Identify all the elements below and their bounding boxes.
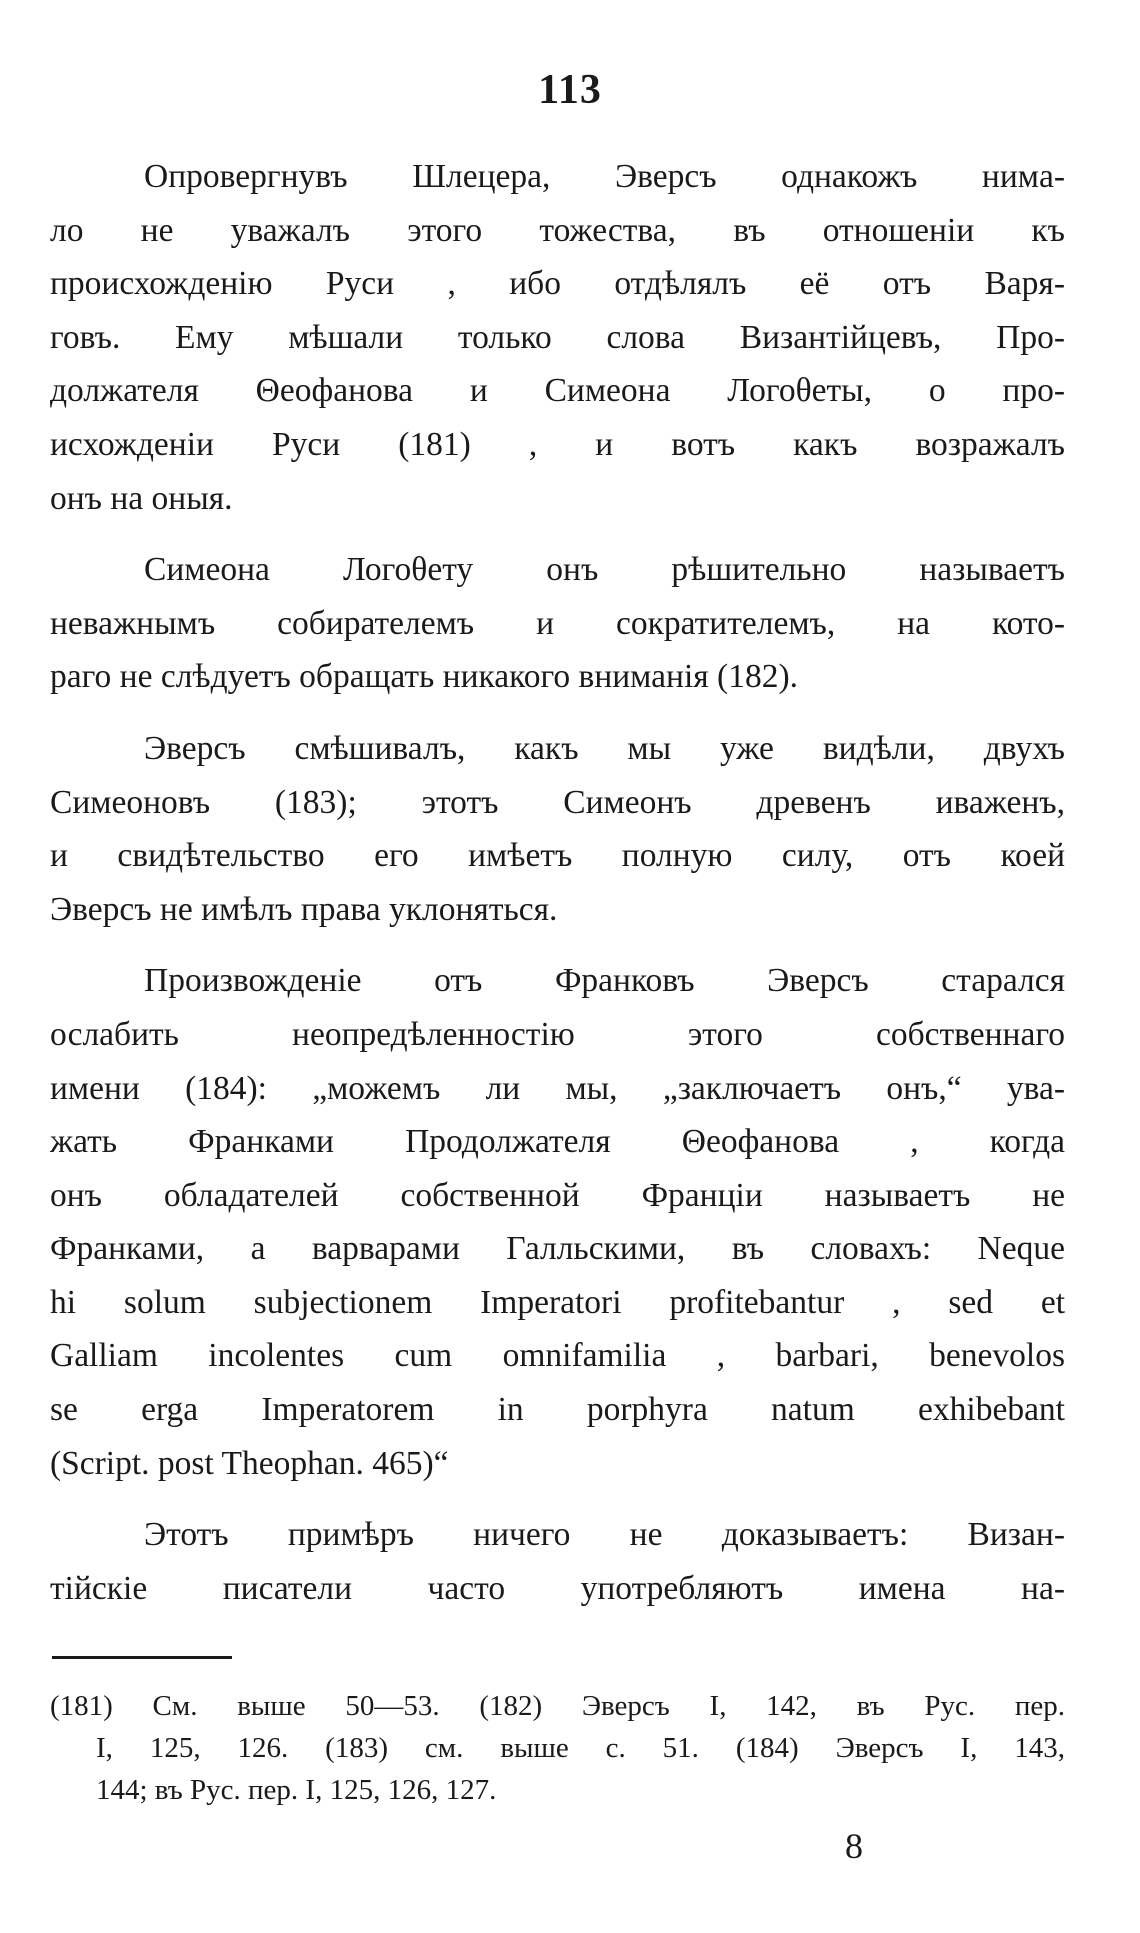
text-line: онъ обладателей собственной Францiи называетъ не — [50, 1176, 1065, 1214]
text-line: исхожденiи Руси (181) , и вотъ какъ возражалъ — [50, 425, 1065, 463]
text-line: должателя Θеофанова и Симеона Логоθеты, о про- — [50, 372, 1065, 410]
text-line: ло не уважалъ этого тожества, въ отношенiи къ — [50, 211, 1065, 249]
text-line: Симеоновъ (183); этотъ Симеонъ древенъ иваженъ, — [50, 783, 1065, 821]
text-line: Этотъ примѣръ ничего не доказываетъ: Визан- — [144, 1516, 1065, 1554]
paragraph-4 — [50, 954, 1065, 1490]
text-line: имени (184): „можемъ ли мы, „заключаетъ онъ,“ ува- — [50, 1069, 1065, 1107]
footnote-line: (181) См. выше 50—53. (182) Эверсъ I, 142, въ Рус. пер. — [50, 1690, 1065, 1722]
signature-mark: 8 — [845, 1826, 863, 1866]
text-line: Galliam incolentes cum omnifamilia , barbari, benevolos — [50, 1337, 1065, 1375]
body-text — [50, 150, 1065, 1633]
text-line: происхожденiю Руси , ибо отдѣлялъ её отъ Варя- — [50, 265, 1065, 303]
text-line: (Script. post Theophan. 465)“ — [50, 1444, 449, 1482]
paragraph-3 — [50, 722, 1065, 936]
text-line: Симеона Логоθету онъ рѣшительно называетъ — [144, 551, 1065, 589]
footnote-line: 144; въ Рус. пер. I, 125, 126, 127. — [96, 1774, 497, 1806]
footnotes — [50, 1685, 1065, 1811]
text-line: жать Франками Продолжателя Θеофанова , когда — [50, 1123, 1065, 1161]
footnote-line: I, 125, 126. (183) см. выше с. 51. (184) Эверсъ I, 143, — [96, 1732, 1065, 1764]
text-line: неважнымъ собирателемъ и сократителемъ, на кото- — [50, 604, 1065, 642]
text-line: раго не слѣдуетъ обращать никакого вниманiя (182). — [50, 658, 798, 696]
text-line: онъ на оныя. — [50, 479, 233, 517]
text-line: se erga Imperatorem in porphyra natum exhibebant — [50, 1391, 1065, 1429]
text-line: Франками, а варварами Галльскими, въ словахъ: Neque — [50, 1230, 1065, 1268]
text-line: hi solum subjectionem Imperatori profitebantur , sed et — [50, 1283, 1065, 1321]
paragraph-5 — [50, 1508, 1065, 1615]
text-line: Эверсъ смѣшивалъ, какъ мы уже видѣли, двухъ — [144, 729, 1065, 767]
text-line: и свидѣтельство его имѣетъ полную силу, отъ коей — [50, 837, 1065, 875]
footnote-divider — [52, 1656, 232, 1659]
text-line: Произвожденiе отъ Франковъ Эверсъ старался — [144, 962, 1065, 1000]
paragraph-2 — [50, 543, 1065, 704]
text-line: говъ. Ему мѣшали только слова Византiйцевъ, Про- — [50, 318, 1065, 356]
paragraph-1 — [50, 150, 1065, 525]
page-number: 113 — [538, 67, 602, 113]
text-line: ослабить неопредѣленностiю этого собственнаго — [50, 1015, 1065, 1053]
text-line: Эверсъ не имѣлъ права уклоняться. — [50, 890, 558, 928]
text-line: Опровергнувъ Шлецера, Эверсъ однакожъ нимa- — [144, 158, 1065, 195]
text-line: тiйскiе писатели часто употребляютъ имена на- — [50, 1569, 1065, 1607]
